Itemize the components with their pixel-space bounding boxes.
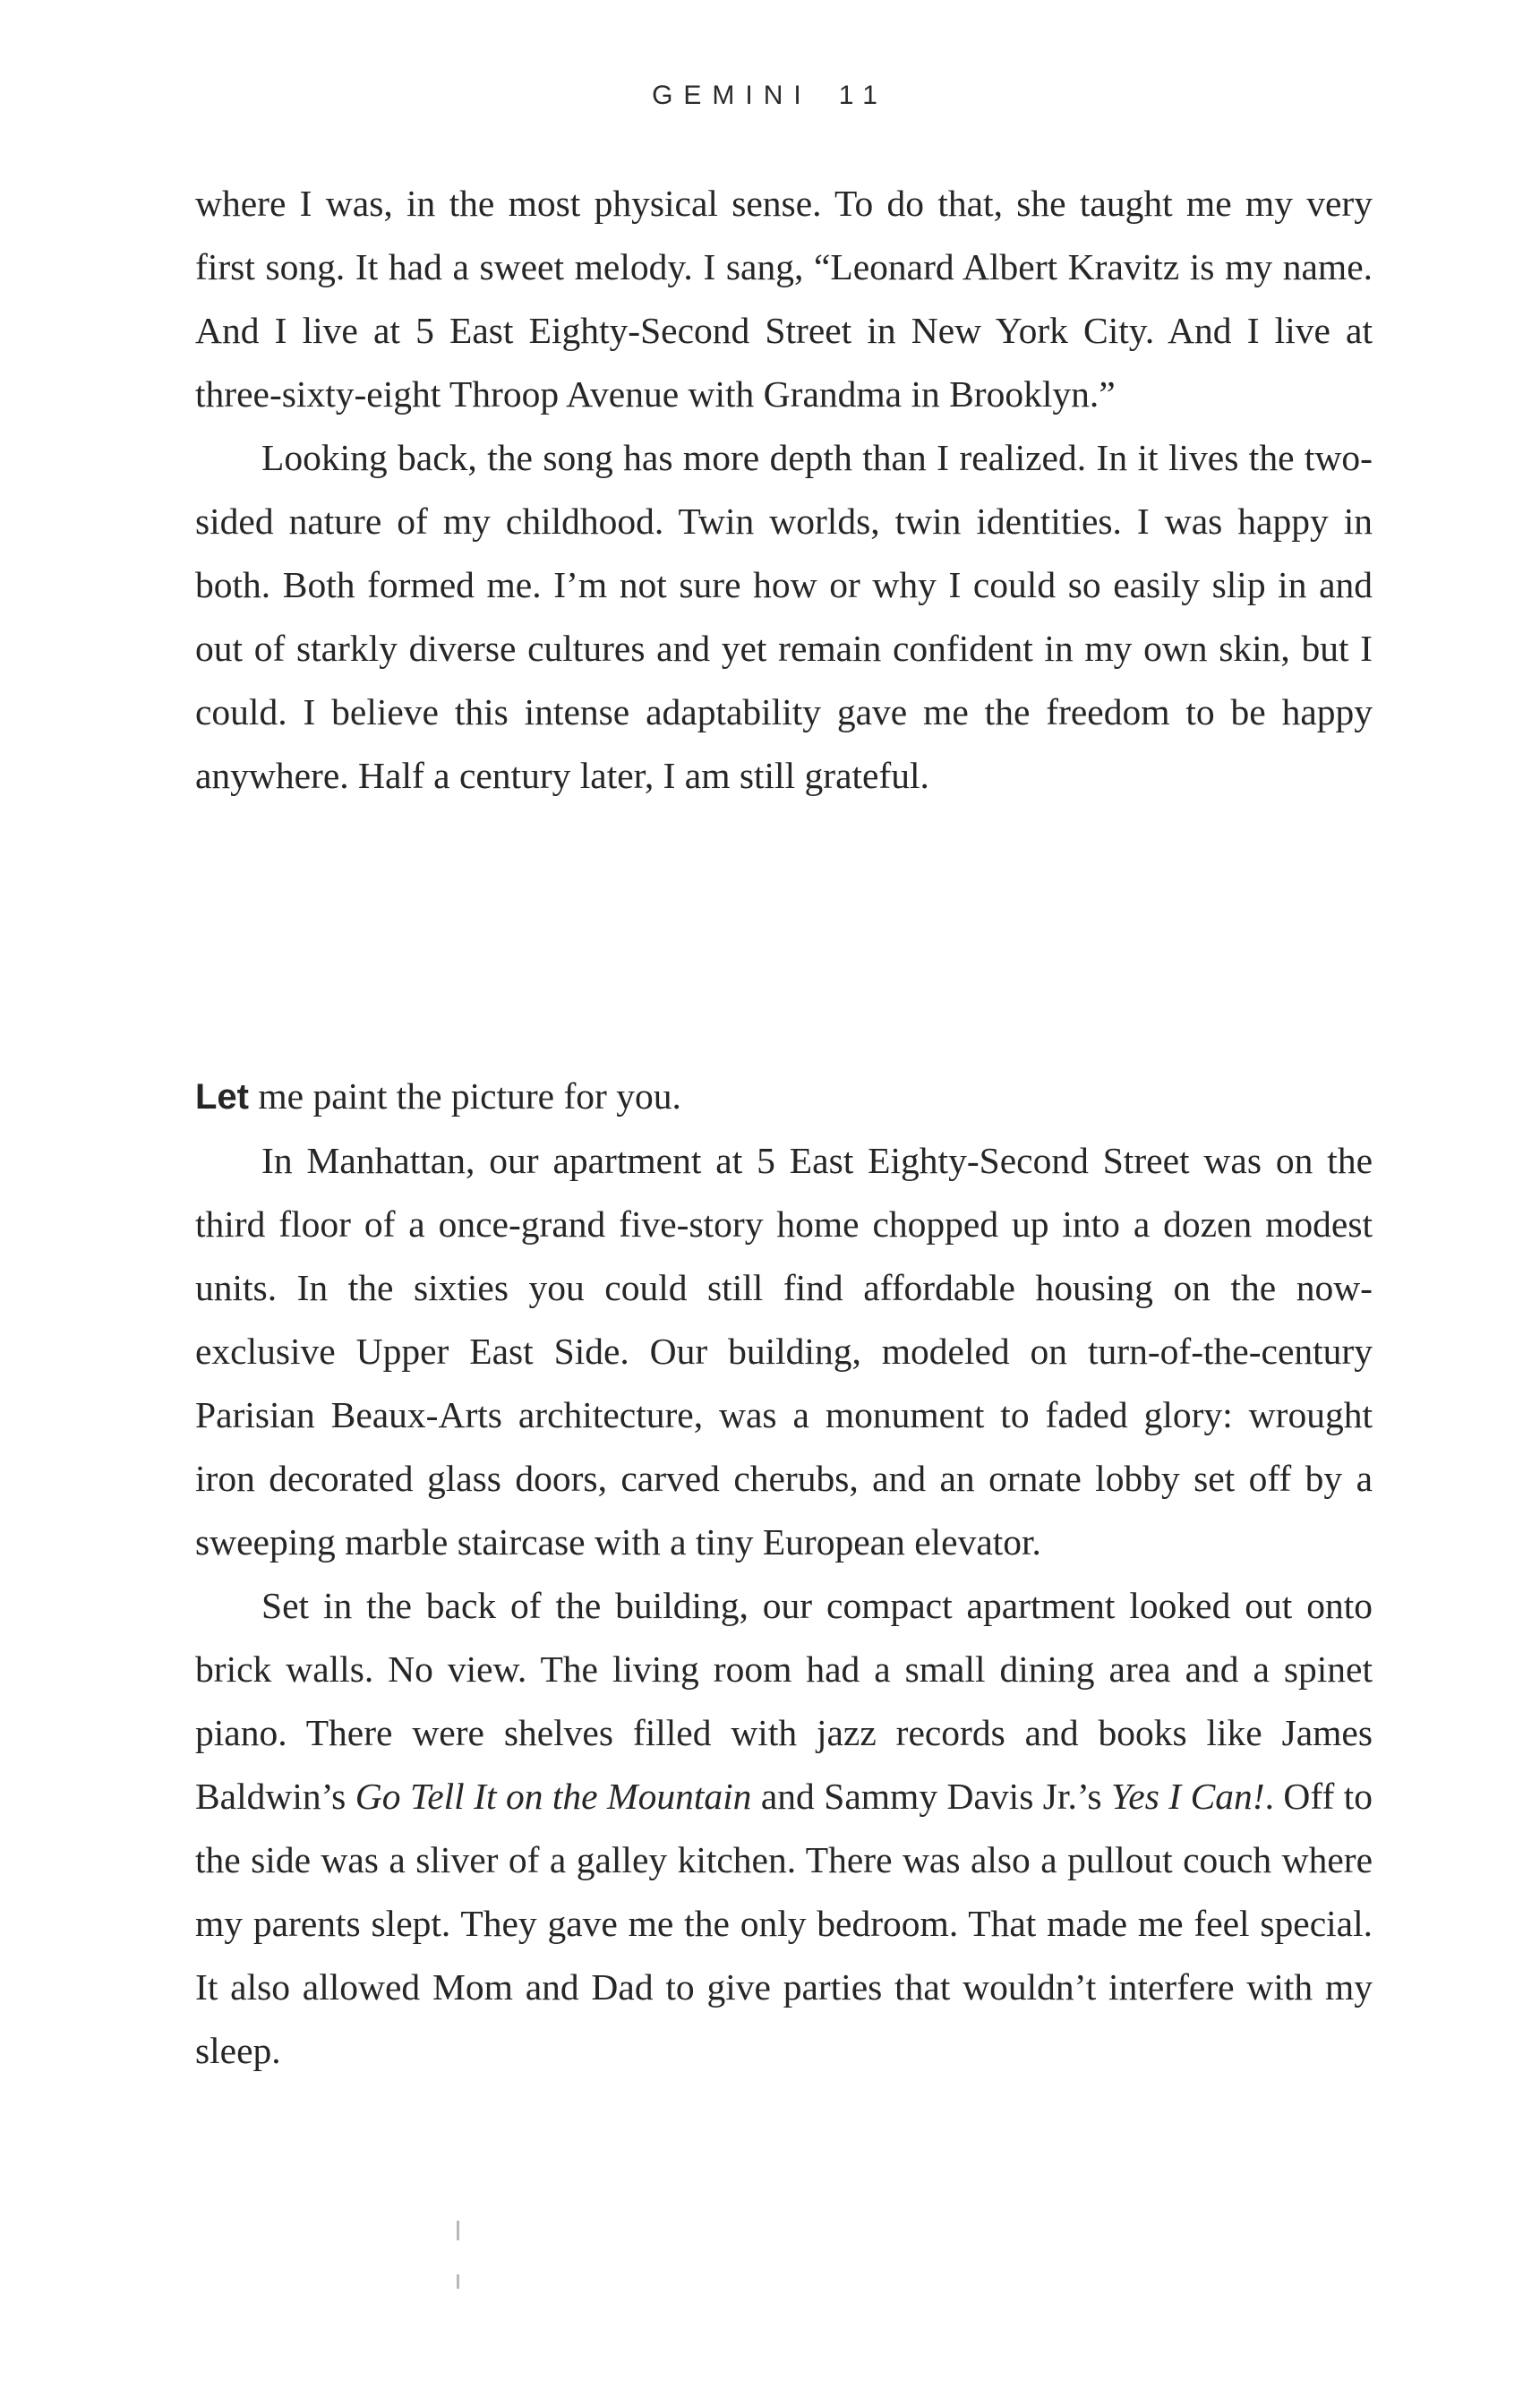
paragraph-3: In Manhattan, our apartment at 5 East Eighty-Second Street was on the third floor of a once-grand five-story home chopped up into a dozen modest units. In the sixties you could still find affordable housing on the now-exclusive Upper East Side. Our building, modeled on turn-of-the-century Parisian Beaux-Arts architecture, was a monument to faded glory: wrought iron decorated glass doors, carved cherubs, and an ornate lobby set off by a sweeping marble staircase with a tiny European elevator.: [195, 1140, 1373, 1563]
running-title: GEMINI: [652, 81, 812, 110]
section-1: [195, 172, 1373, 808]
paragraph-1: where I was, in the most physical sense. To do that, she taught me my very first song. It had a sweet melody. I sang, “Leonard Albert Kravitz is my name. And I live at 5 East Eighty-Second Street in New York City. And I live at three-sixty-eight Throop Avenue with Grandma in Brooklyn.”: [195, 183, 1373, 415]
opening-text: me paint the picture for you.: [249, 1075, 681, 1117]
book-title-yes-i-can: Yes I Can!: [1111, 1776, 1265, 1817]
section-2: [195, 1065, 1373, 2083]
paragraph-4-text-b: and Sammy Davis Jr.’s: [751, 1776, 1111, 1817]
paragraph-2: Looking back, the song has more depth than I realized. In it lives the two-sided nature of my childhood. Twin worlds, twin identities. I was happy in both. Both formed me. I’m not sure how or why I could so easily slip in and out of starkly diverse cultures and yet remain confident in my own skin, but I could. I believe this intense adaptability gave me the freedom to be happy anywhere. Half a century later, I am still grateful.: [195, 437, 1373, 796]
page-number: 11: [838, 81, 888, 110]
scan-mark: [457, 2274, 459, 2289]
paragraph-4-text-c: . Off to the side was a sliver of a galley kitchen. There was also a pullout couch where my parents slept. They gave me the only bedroom. That made me feel special. It also allowed Mom and Dad to give parties that wouldn’t interfere with my sleep.: [195, 1776, 1373, 2071]
lead-in-word: Let: [195, 1077, 249, 1117]
scan-mark: [457, 2221, 459, 2240]
paragraph-4-text-a: Set in the back of the building, our compact apartment looked out onto brick walls. No view. The living room had a small dining area and a spinet piano. There were shelves filled with jazz records and books like James Baldwin’s: [195, 1585, 1373, 1817]
book-title-go-tell-it: Go Tell It on the Mountain: [355, 1776, 752, 1817]
running-head: [0, 81, 1540, 111]
paragraph-4: [195, 1574, 1373, 2083]
section-opening-paragraph: [195, 1065, 1373, 1129]
